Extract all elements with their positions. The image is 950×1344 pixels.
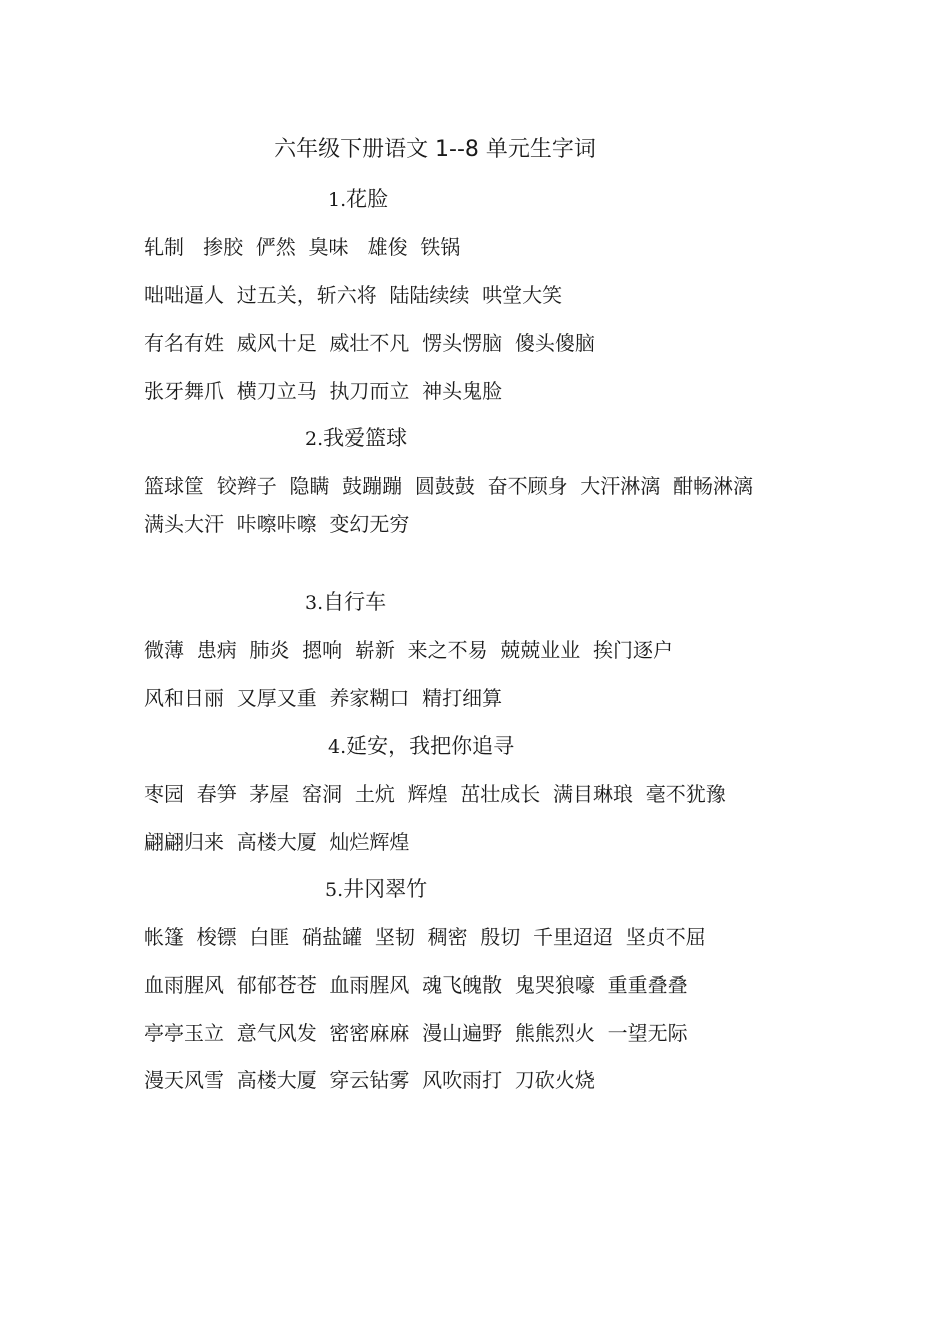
section-title: 自行车 [323, 590, 387, 614]
section-heading-2 [305, 423, 407, 454]
word-line: 枣园 春笋 茅屋 窑洞 土炕 辉煌 茁壮成长 满目琳琅 毫不犹豫 [144, 782, 726, 806]
section-number: 4. [328, 736, 347, 758]
section-heading-1 [328, 184, 388, 215]
section-number: 2. [305, 428, 324, 450]
section-number: 3. [305, 592, 324, 614]
word-line: 咄咄逼人 过五关，斩六将 陆陆续续 哄堂大笑 [144, 283, 563, 307]
section-title: 井冈翠竹 [343, 877, 428, 901]
page-title: 六年级下册语文 1--8 单元生字词 [274, 137, 596, 162]
section-number: 1. [328, 189, 347, 211]
word-line: 翩翩归来 高楼大厦 灿烂辉煌 [144, 830, 410, 854]
word-line: 亭亭玉立 意气风发 密密麻麻 漫山遍野 熊熊烈火 一望无际 [144, 1021, 688, 1045]
word-line: 风和日丽 又厚又重 养家糊口 精打细算 [144, 686, 503, 710]
section-title: 花脸 [346, 187, 389, 211]
word-line: 轧制 掺胶 俨然 臭味 雄俊 铁锅 [144, 235, 461, 259]
word-line: 漫天风雪 高楼大厦 穿云钻雾 风吹雨打 刀砍火烧 [144, 1068, 595, 1092]
section-number: 5. [325, 879, 344, 901]
section-heading-3 [305, 587, 386, 618]
word-line: 张牙舞爪 横刀立马 执刀而立 神头鬼脸 [144, 379, 503, 403]
word-line: 篮球筐 铰辫子 隐瞒 鼓蹦蹦 圆鼓鼓 奋不顾身 大汗淋漓 酣畅淋漓 [144, 474, 754, 498]
section-heading-4 [328, 731, 514, 762]
section-title: 延安，我把你追寻 [346, 734, 515, 758]
section-title: 我爱篮球 [323, 426, 408, 450]
word-line: 血雨腥风 郁郁苍苍 血雨腥风 魂飞魄散 鬼哭狼嚎 重重叠叠 [144, 973, 688, 997]
word-line: 帐篷 梭镖 白匪 硝盐罐 坚韧 稠密 殷切 千里迢迢 坚贞不屈 [144, 925, 706, 949]
section-heading-5 [325, 874, 427, 905]
word-line: 有名有姓 威风十足 威壮不凡 愣头愣脑 傻头傻脑 [144, 331, 595, 355]
word-line: 满头大汗 咔嚓咔嚓 变幻无穷 [144, 512, 410, 536]
word-line: 微薄 患病 肺炎 摁响 崭新 来之不易 兢兢业业 挨门逐户 [144, 638, 674, 662]
